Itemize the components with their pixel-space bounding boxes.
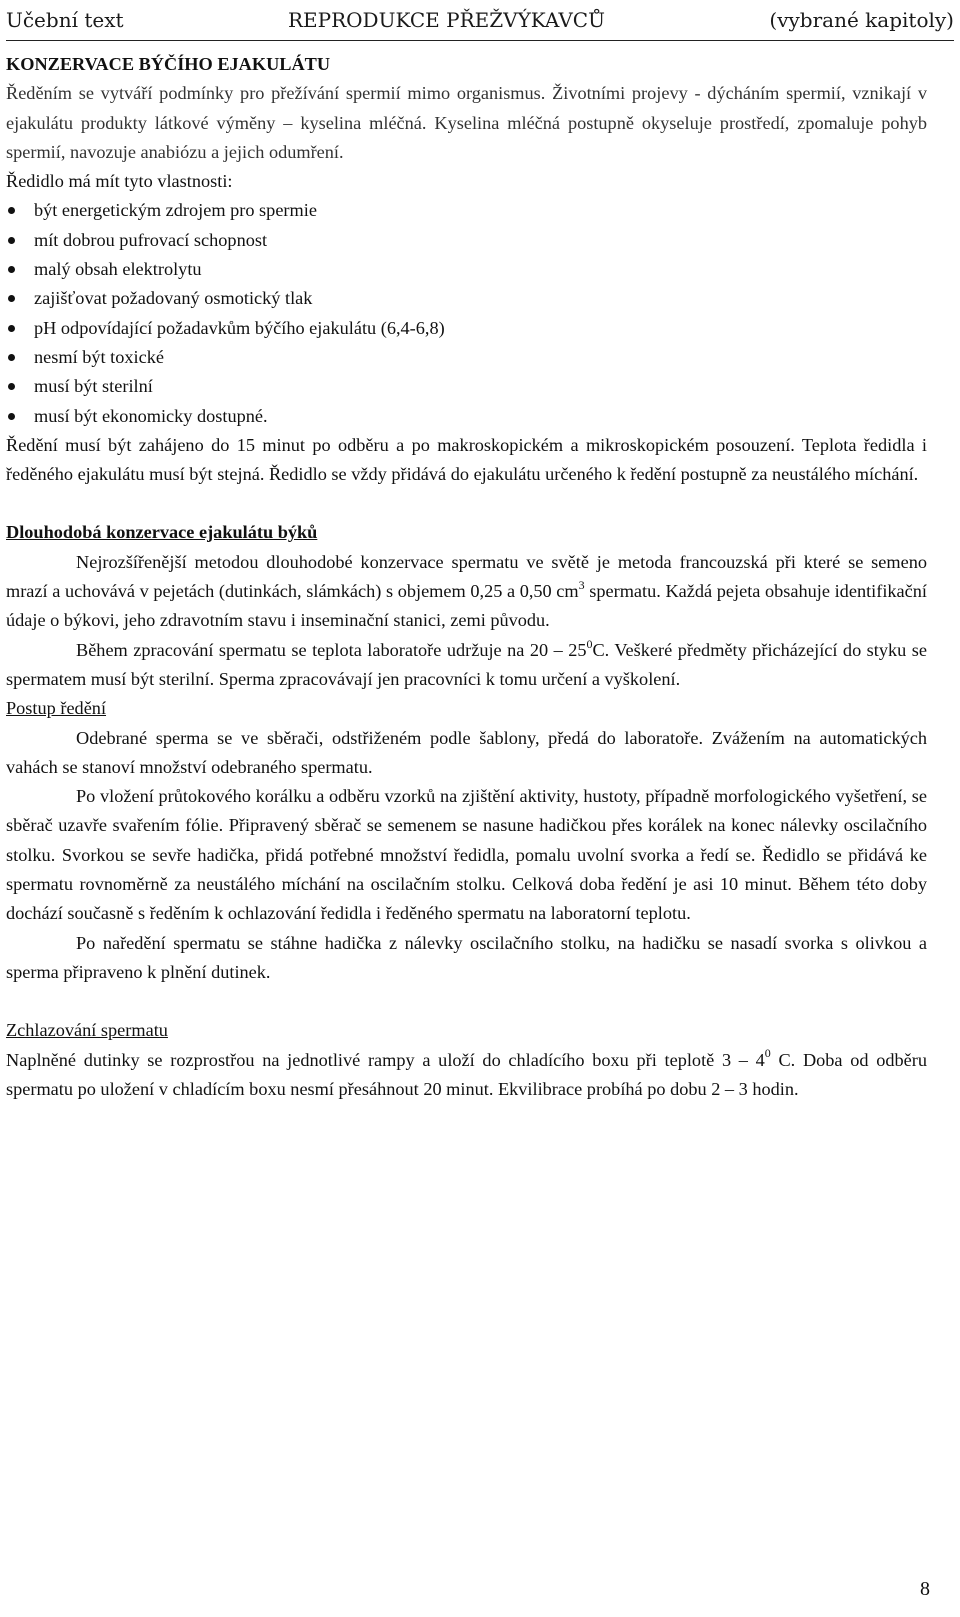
header-left: Učební text (6, 8, 124, 32)
paragraph-dilution-timing: Ředění musí být zahájeno do 15 minut po odběru a po makroskopickém a mikroskopickém posouzení. Teplota ředidla i ředěného ejakulátu musí být stejná. Ředidlo se vždy přidává do ejakulátu určeného k ředění postupně za neustálého míchání. (6, 434, 927, 485)
paragraph-cooling: Naplněné dutinky se rozprostřou na jednotlivé rampy a uloží do chladícího boxu při teplotě $3 - 4^0$ C. Doba od odběru spermatu po uložení v chladícím boxu nesmí přesáhnout 20 minut. Ekvilibrace probíhá po dobu 2 – 3 hodin. (6, 1046, 927, 1099)
bullet-icon (8, 325, 15, 332)
list-item: musí být ekonomicky dostupné. (6, 402, 927, 431)
section-title-cooling: Zchlazování spermatu (6, 1020, 168, 1041)
bullet-icon (8, 237, 15, 244)
section-title-dilution: Postup ředění (6, 698, 107, 719)
properties-list (6, 196, 927, 430)
bullet-icon (8, 383, 15, 390)
bullet-icon (8, 413, 15, 420)
spacer (6, 489, 927, 518)
list-item: být energetickým zdrojem pro spermie (6, 196, 927, 225)
header-rule (6, 40, 954, 41)
bullet-icon (8, 266, 15, 273)
list-item: mít dobrou pufrovací schopnost (6, 226, 927, 255)
bullet-icon (8, 207, 15, 214)
bullet-icon (8, 354, 15, 361)
running-header (6, 2, 954, 38)
header-right: (vybrané kapitoly) (769, 8, 954, 32)
list-item: nesmí být toxické (6, 343, 927, 372)
section-title-long-term: Dlouhodobá konzervace ejakulátu býků (6, 522, 318, 543)
list-item: musí být sterilní (6, 372, 927, 401)
list-item: pH odpovídající požadavkům býčího ejakulátu (6,4-6,8) (6, 314, 927, 343)
document-body (6, 50, 927, 1104)
spacer (6, 987, 927, 1016)
paragraph-after-dilution: Po naředění spermatu se stáhne hadička z nálevky oscilačního stolku, na hadičku se nasadí svorka s olivkou a sperma připraveno k plnění dutinek. (6, 932, 927, 982)
paragraph-collection: Odebrané sperma se ve sběrači, odstřiženém podle šablony, předá do laboratoře. Zvážením na automatických vahách se stanoví množství odebraného spermatu. (6, 727, 927, 777)
paragraph-lab-temperature: Během zpracování spermatu se teplota laboratoře udržuje na $20 - 25^0C$. Veškeré předměty přicházející do styku se spermatem musí být sterilní. Sperma zpracovávají jen pracovníci k tomu určení a vyškolení. (6, 636, 927, 689)
paragraph-intro: Ředěním se vytváří podmínky pro přežívání spermií mimo organismus. Životními projevy - dýcháním spermií, vznikají v ejakulátu produkty látkové výměny – kyselina mléčná. Kyselina mléčná postupně okyseluje prostředí, zpomaluje pohyb spermií, navozuje anabiózu a jejich odumření. (6, 83, 927, 162)
page-number: 8 (920, 1578, 930, 1600)
section-title-konzervace: KONZERVACE BÝČÍHO EJAKULÁTU (6, 54, 331, 74)
paragraph-french-method: Nejrozšířenější metodou dlouhodobé konzervace spermatu ve světě je metoda francouzská při které se semeno mrazí a uchovává v pejetách (dutinkách, slámkách) s objemem 0,25 a 0,50 $cm^3$ spermatu. Každá pejeta obsahuje identifikační údaje o býkovi, jeho zdravotním stavu i inseminační stanici, zemi původu. (6, 551, 927, 631)
list-item: malý obsah elektrolytu (6, 255, 927, 284)
bullet-icon (8, 295, 15, 302)
list-intro: Ředidlo má mít tyto vlastnosti: (6, 171, 233, 192)
header-center: REPRODUKCE PŘEŽVÝKAVCŮ (287, 8, 605, 32)
paragraph-dilution-process: Po vložení průtokového korálku a odběru vzorků na zjištění aktivity, hustoty, případně morfologického vyšetření, se sběrač uzavře svařením fólie. Připravený sběrač se semenem se nasune hadičkou přes korálek na konec nálevky oscilačního stolku. Svorkou se sevře hadička, přidá potřebné množství ředidla, pomalu uvolní svorka a ředí se. Ředidlo se přidává ke spermatu rovnoměrně za neustálého míchání na oscilačním stolku. Celková doba ředění je asi 10 minut. Během této doby dochází současně s ředěním k ochlazování ředidla i ředěného spermatu na laboratorní teplotu. (6, 786, 927, 924)
list-item: zajišťovat požadovaný osmotický tlak (6, 284, 927, 313)
